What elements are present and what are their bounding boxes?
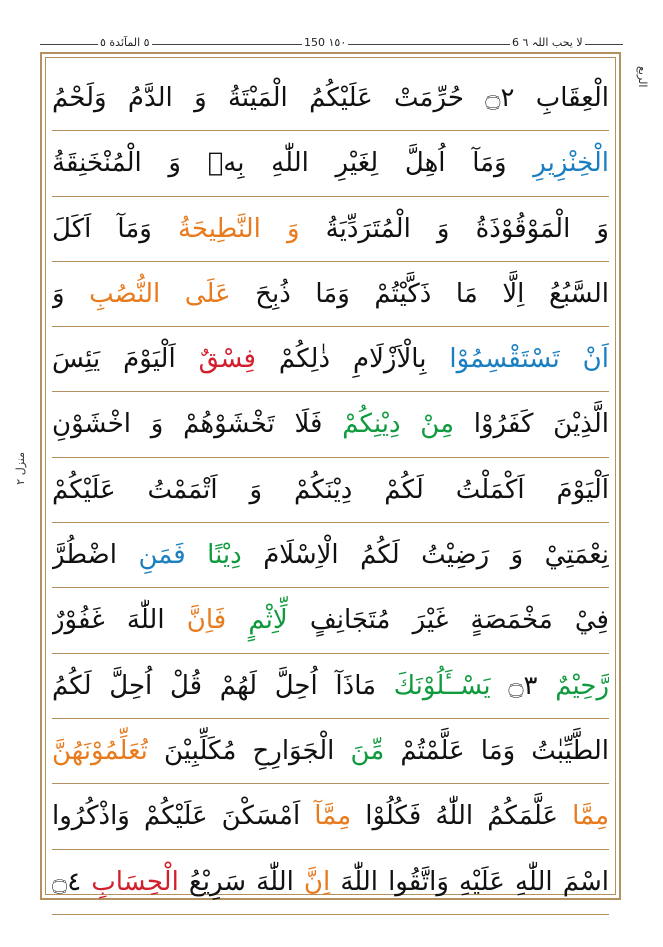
text-segment: عَلَّمَكُمُ اللّٰهُ فَكُلُوْا <box>351 801 573 832</box>
text-segment: مِنْ دِيْنِكُمْ <box>342 409 454 440</box>
text-segment: الْعِقَابِ ۝٢ حُرِّمَتْ عَلَيْكُمُ الْمَيْتَةُ وَ الدَّمُ وَلَحْمُ <box>52 83 609 113</box>
text-segment: وَمَآ اُهِلَّ لِغَيْرِ اللّٰهِ بِهٖ وَ الْمُنْخَنِقَةُ <box>52 148 534 179</box>
text-segment: تُعَلِّمُوْنَهُنَّ <box>52 735 148 766</box>
text-segment: مِّنَ <box>350 735 385 766</box>
text-segment: فِيْ مَخْمَصَةٍ غَيْرَ مُتَجَانِفٍ <box>287 605 609 636</box>
header-juz: 6 لا یحب اللہ ٦ <box>512 36 583 49</box>
text-line <box>52 457 609 522</box>
text-segment: الَّذِيْنَ كَفَرُوْا <box>454 409 609 440</box>
text-segment: مِمَّآ <box>314 801 352 832</box>
text-segment: بِالْاَزْلَامِ ذٰلِكُمْ <box>255 344 450 375</box>
text-segment: اَلْيَوْمَ يَئِسَ <box>52 344 199 375</box>
text-segment: اللّٰهَ سَرِيْعُ <box>178 866 304 897</box>
text-segment: نِعْمَتِيْ وَ رَضِيْتُ لَكُمُ الْاِسْلَامَ <box>241 540 609 571</box>
side-label-manzil: منزل ٢ <box>14 452 27 485</box>
text-line <box>52 849 609 915</box>
text-line <box>52 326 609 391</box>
text-line <box>52 718 609 783</box>
text-segment: اَنْ تَسْتَقْسِمُوْا <box>449 344 609 375</box>
text-segment: وَ النَّطِيحَةُ <box>177 213 300 244</box>
text-segment: الطَّيِّبٰتُ وَمَا عَلَّمْتُمْ <box>384 735 609 766</box>
text-segment: السَّبُعُ اِلَّا مَا ذَكَّيْتُمْ وَمَا ذُبِحَ <box>230 278 609 309</box>
text-segment: مَاذَآ اُحِلَّ لَهُمْ قُلْ اُحِلَّ لَكُمُ <box>52 670 394 701</box>
text-line <box>52 261 609 326</box>
page-header <box>40 34 623 54</box>
text-segment: الْجَوَارِحِ مُكَلِّبِيْنَ <box>147 735 351 766</box>
text-segment: وَمَآ اَكَلَ <box>52 213 178 244</box>
text-segment: اسْمَ اللّٰهِ عَلَيْهِ وَاتَّقُوا اللّٰهَ <box>330 866 609 897</box>
quran-text-lines <box>52 66 609 915</box>
text-segment: اللّٰهَ غَفُوْرٌ <box>52 605 187 636</box>
text-segment: اَمْسَكْنَ عَلَيْكُمْ وَاذْكُرُوا <box>52 801 315 832</box>
text-line <box>52 66 609 130</box>
text-line <box>52 653 609 718</box>
text-segment: فَمَنِ <box>138 540 208 571</box>
text-line <box>52 587 609 652</box>
text-segment: وَ الْمَوْقُوْذَةُ وَ الْمُتَرَدِّيَةُ <box>299 213 609 244</box>
text-segment: ۝٣ <box>490 670 556 701</box>
text-segment: رَّحِيْمٌ <box>555 670 609 701</box>
text-segment: اَلْيَوْمَ اَكْمَلْتُ لَكُمْ دِيْنَكُمْ وَ اَتْمَمْتُ عَلَيْكُمْ <box>52 474 609 505</box>
text-segment: اِنَّ <box>303 866 331 897</box>
text-line <box>52 783 609 848</box>
text-segment: لِّاِثْمٍ <box>248 605 288 636</box>
text-segment: ۝٤ <box>52 866 92 897</box>
text-line <box>52 196 609 261</box>
text-segment: الْخِنْزِيرِ <box>533 148 609 179</box>
text-segment: عَلَى النُّصُبِ <box>89 278 231 309</box>
text-segment: وَ <box>52 278 90 309</box>
text-segment: يَسْــَٔلُوْنَكَ <box>393 670 491 701</box>
text-segment: دِيْنًا <box>207 540 242 571</box>
side-label-rub: الربع <box>636 66 649 88</box>
text-segment: مِمَّا <box>572 801 609 832</box>
header-surah: ٥ المآئدة ٥ <box>100 36 150 49</box>
text-segment: فَاِنَّ <box>186 605 249 636</box>
text-line <box>52 522 609 587</box>
text-line <box>52 130 609 195</box>
text-segment: اضْطُرَّ <box>52 540 139 571</box>
text-line <box>52 391 609 456</box>
text-segment: فِسْقٌ <box>198 344 256 375</box>
text-segment: الْحِسَابِ <box>91 866 179 897</box>
text-segment: فَلَا تَخْشَوْهُمْ وَ اخْشَوْنِ <box>52 409 343 440</box>
header-page-number: 150 ١٥٠ <box>304 36 347 49</box>
